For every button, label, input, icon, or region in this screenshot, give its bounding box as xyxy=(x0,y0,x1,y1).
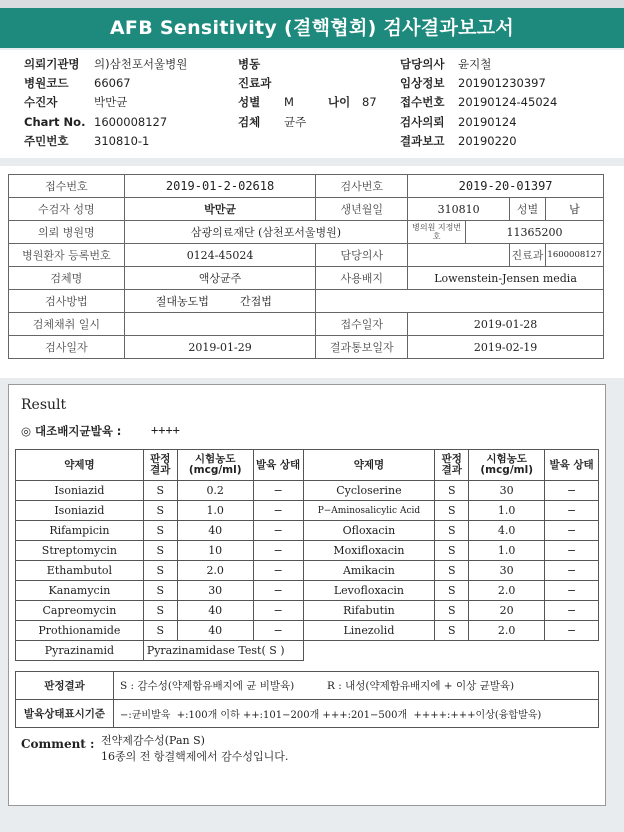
judge-result: S xyxy=(143,561,177,581)
col-judge: 판정 결과 xyxy=(435,450,469,481)
legend-row xyxy=(16,672,599,700)
report-header xyxy=(0,50,624,158)
judge-legend-r: R : 내성(약제함유배지에 + 이상 균발육) xyxy=(326,680,515,692)
comment-line: 전약제감수성(Pan S) xyxy=(101,734,205,747)
info-label: 검사방법 xyxy=(9,290,125,313)
growth-legend: −:균비발육 +:100개 이하 ++:101−200개 +++:201−500개 ++++:+++이상(융합발육) xyxy=(114,700,599,728)
growth-status: − xyxy=(253,621,303,641)
header-label: 주민번호 xyxy=(24,134,69,148)
test-concentration: 30 xyxy=(469,481,545,501)
info-row xyxy=(9,290,604,313)
header-value: 87 xyxy=(362,95,377,109)
info-table xyxy=(8,174,604,359)
test-concentration: 20 xyxy=(469,601,545,621)
drug-row xyxy=(16,601,599,621)
drug-row xyxy=(16,481,599,501)
judge-result: S xyxy=(143,501,177,521)
header-value: M xyxy=(284,95,294,109)
header-label: 담당의사 xyxy=(400,57,445,71)
judge-result: S xyxy=(435,521,469,541)
doctor-name xyxy=(408,244,510,267)
drug-name: Levofloxacin xyxy=(303,581,435,601)
judge-result: S xyxy=(435,621,469,641)
judge-result: S xyxy=(143,541,177,561)
judge-result: S xyxy=(435,541,469,561)
control-growth-label: ◎ 대조배지균발육 : xyxy=(21,424,122,438)
drug-row xyxy=(16,581,599,601)
header-label: 임상정보 xyxy=(400,76,445,90)
header-label: 검체 xyxy=(238,115,261,129)
col-conc: 시험농도 (mcg/ml) xyxy=(469,450,545,481)
patient-name: 박만균 xyxy=(124,198,316,221)
receipt-number: 2019-01-2-02618 xyxy=(124,175,316,198)
info-label: 담당의사 xyxy=(316,244,408,267)
drug-name: Isoniazid xyxy=(16,501,144,521)
header-label: 나이 xyxy=(328,95,351,109)
test-concentration: 40 xyxy=(177,521,253,541)
header-value: 박만균 xyxy=(94,95,128,109)
birth-date: 310810 xyxy=(408,198,510,221)
info-label: 검체명 xyxy=(9,267,125,290)
report-title: AFB Sensitivity (결핵협회) 검사결과보고서 xyxy=(0,8,624,48)
info-row xyxy=(9,175,604,198)
col-conc: 시험농도 (mcg/ml) xyxy=(177,450,253,481)
test-concentration: 2.0 xyxy=(177,561,253,581)
header-label: 의뢰기관명 xyxy=(24,57,80,71)
test-concentration: 2.0 xyxy=(469,581,545,601)
test-concentration: 10 xyxy=(177,541,253,561)
info-panel xyxy=(0,166,624,378)
drug-row xyxy=(16,501,599,521)
collection-date xyxy=(124,313,316,336)
registration-number: 0124-45024 xyxy=(124,244,316,267)
header-label: 진료과 xyxy=(238,76,272,90)
judge-result: S xyxy=(435,581,469,601)
notify-date: 2019-02-19 xyxy=(408,336,604,359)
info-label: 진료과 xyxy=(510,244,546,267)
header-value: 20190124 xyxy=(458,115,517,129)
drug-name: Kanamycin xyxy=(16,581,144,601)
judge-legend xyxy=(114,672,599,700)
patient-sex: 남 xyxy=(545,198,603,221)
growth-status: − xyxy=(545,601,599,621)
result-title: Result xyxy=(21,397,67,413)
info-label: 접수일자 xyxy=(316,313,408,336)
info-label: 병의원 지정번호 xyxy=(408,221,466,244)
header-label: 접수번호 xyxy=(400,95,445,109)
top-strip xyxy=(0,0,624,8)
test-concentration: 40 xyxy=(177,601,253,621)
col-drug: 약제명 xyxy=(16,450,144,481)
growth-status: − xyxy=(253,481,303,501)
result-panel xyxy=(8,384,606,806)
header-value: 1600008127 xyxy=(94,115,168,129)
growth-status: − xyxy=(545,561,599,581)
drug-row xyxy=(16,541,599,561)
test-concentration: 30 xyxy=(177,581,253,601)
growth-status: − xyxy=(253,541,303,561)
info-label: 검체채취 일시 xyxy=(9,313,125,336)
drug-name: Prothionamide xyxy=(16,621,144,641)
drug-name: Amikacin xyxy=(303,561,435,581)
info-label: 병원환자 등록번호 xyxy=(9,244,125,267)
section-separator xyxy=(0,158,624,166)
test-number: 2019-20-01397 xyxy=(408,175,604,198)
drug-name: Pyrazinamid xyxy=(16,641,144,661)
control-growth-value: ++++ xyxy=(151,423,180,437)
info-row xyxy=(9,244,604,267)
method-1: 절대농도법 xyxy=(124,290,240,313)
growth-status: − xyxy=(253,501,303,521)
legend-row xyxy=(16,700,599,728)
header-value: 20190124-45024 xyxy=(458,95,558,109)
info-row xyxy=(9,198,604,221)
header-label: 결과보고 xyxy=(400,134,445,148)
info-label: 성별 xyxy=(510,198,546,221)
header-value: 310810-1 xyxy=(94,134,150,148)
growth-status: − xyxy=(253,521,303,541)
judge-result: S xyxy=(435,481,469,501)
drug-name: Moxifloxacin xyxy=(303,541,435,561)
header-label: 병원코드 xyxy=(24,76,69,90)
pza-test-result: Pyrazinamidase Test( S ) xyxy=(143,641,303,661)
header-value: 의)삼천포서울병원 xyxy=(94,57,188,71)
header-label: 검사의뢰 xyxy=(400,115,445,129)
culture-media: Lowenstein-Jensen media xyxy=(408,267,604,290)
drug-name: Cycloserine xyxy=(303,481,435,501)
test-concentration: 4.0 xyxy=(469,521,545,541)
col-growth: 발육 상태 xyxy=(545,450,599,481)
department: 1600008127 xyxy=(545,244,603,267)
judge-result: S xyxy=(143,601,177,621)
drug-row xyxy=(16,521,599,541)
empty-cell xyxy=(303,641,598,661)
drug-name: Linezolid xyxy=(303,621,435,641)
legend-table xyxy=(15,671,599,728)
test-concentration: 1.0 xyxy=(469,501,545,521)
info-label: 검사번호 xyxy=(316,175,408,198)
header-value: 균주 xyxy=(284,115,307,129)
test-concentration: 30 xyxy=(469,561,545,581)
info-label: 수검자 성명 xyxy=(9,198,125,221)
header-label: 성별 xyxy=(238,95,261,109)
info-row xyxy=(9,313,604,336)
header-value: 윤지철 xyxy=(458,57,492,71)
growth-status: − xyxy=(545,621,599,641)
growth-status: − xyxy=(253,601,303,621)
drug-table xyxy=(15,449,599,661)
test-concentration: 1.0 xyxy=(177,501,253,521)
judge-result: S xyxy=(143,521,177,541)
empty-cell xyxy=(316,290,604,313)
judge-result: S xyxy=(143,621,177,641)
col-growth: 발육 상태 xyxy=(253,450,303,481)
drug-name: Rifampicin xyxy=(16,521,144,541)
test-concentration: 0.2 xyxy=(177,481,253,501)
header-value: 20190220 xyxy=(458,134,517,148)
specimen: 액상균주 xyxy=(124,267,316,290)
header-label: 수진자 xyxy=(24,95,58,109)
drug-row xyxy=(16,621,599,641)
growth-status: − xyxy=(545,501,599,521)
judge-result: S xyxy=(143,581,177,601)
comment-line: 16종의 전 항결핵제에서 감수성입니다. xyxy=(101,750,289,763)
growth-status: − xyxy=(253,581,303,601)
hospital-code: 11365200 xyxy=(466,221,604,244)
legend-label: 발육상태표시기준 xyxy=(16,700,114,728)
test-concentration: 1.0 xyxy=(469,541,545,561)
comment-text xyxy=(101,733,288,765)
receipt-date: 2019-01-28 xyxy=(408,313,604,336)
header-value: 201901230397 xyxy=(458,76,546,90)
judge-result: S xyxy=(435,601,469,621)
test-date: 2019-01-29 xyxy=(124,336,316,359)
hospital-name: 삼광의료재단 (삼천포서울병원) xyxy=(124,221,407,244)
pyrazinamide-row xyxy=(16,641,599,661)
col-drug: 약제명 xyxy=(303,450,435,481)
header-label: 병동 xyxy=(238,57,261,71)
info-label: 접수번호 xyxy=(9,175,125,198)
header-label: Chart No. xyxy=(24,115,86,129)
comment-label: Comment : xyxy=(21,737,95,751)
info-row xyxy=(9,221,604,244)
growth-status: − xyxy=(545,521,599,541)
drug-name: Ethambutol xyxy=(16,561,144,581)
drug-name: Isoniazid xyxy=(16,481,144,501)
info-label: 검사일자 xyxy=(9,336,125,359)
judge-result: S xyxy=(143,481,177,501)
drug-name: Capreomycin xyxy=(16,601,144,621)
growth-status: − xyxy=(253,561,303,581)
info-label: 의뢰 병원명 xyxy=(9,221,125,244)
test-concentration: 40 xyxy=(177,621,253,641)
info-label: 사용배지 xyxy=(316,267,408,290)
judge-result: S xyxy=(435,561,469,581)
drug-table-header xyxy=(16,450,599,481)
header-value: 66067 xyxy=(94,76,131,90)
legend-label: 판정결과 xyxy=(16,672,114,700)
drug-name: Rifabutin xyxy=(303,601,435,621)
growth-status: − xyxy=(545,481,599,501)
judge-result: S xyxy=(435,501,469,521)
info-label: 생년월일 xyxy=(316,198,408,221)
drug-row xyxy=(16,561,599,581)
drug-name: Streptomycin xyxy=(16,541,144,561)
col-judge: 판정 결과 xyxy=(143,450,177,481)
method-2: 간접법 xyxy=(240,290,316,313)
growth-status: − xyxy=(545,581,599,601)
drug-name: P−Aminosalicylic Acid xyxy=(303,501,435,521)
drug-name: Ofloxacin xyxy=(303,521,435,541)
info-row xyxy=(9,336,604,359)
info-label: 결과통보일자 xyxy=(316,336,408,359)
info-row xyxy=(9,267,604,290)
growth-status: − xyxy=(545,541,599,561)
judge-legend-s: S : 감수성(약제함유배지에 균 비발육) xyxy=(120,680,295,692)
test-concentration: 2.0 xyxy=(469,621,545,641)
